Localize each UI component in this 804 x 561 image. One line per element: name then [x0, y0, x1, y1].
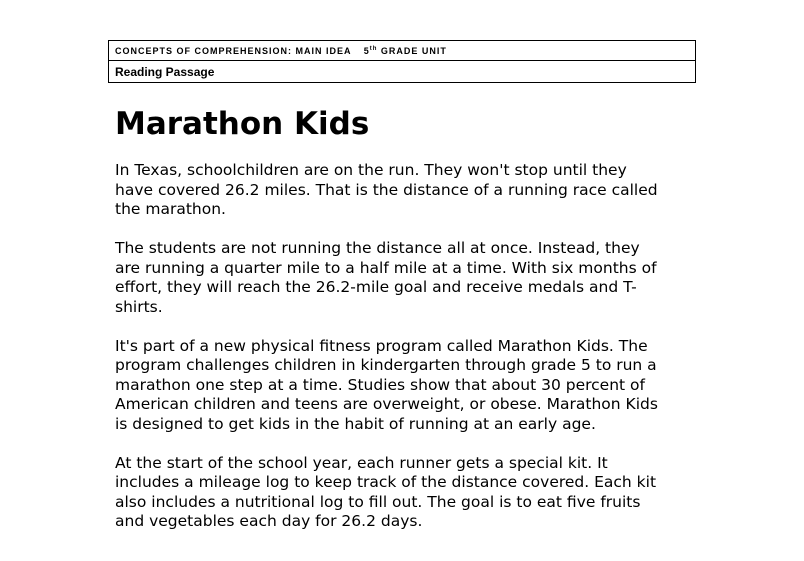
unit-header — [108, 40, 696, 83]
section-label: Reading Passage — [115, 65, 215, 79]
paragraph-line: American children and teens are overweight, or obese. Marathon Kids — [115, 395, 658, 413]
paragraph-4 — [115, 454, 695, 532]
paragraph-line: At the start of the school year, each runner gets a special kit. It — [115, 453, 608, 472]
paragraph-line: includes a mileage log to keep track of the distance covered. Each kit — [115, 473, 657, 491]
paragraph-1 — [115, 161, 695, 220]
paragraph-line: program challenges children in kindergarten through grade 5 to run a — [115, 356, 657, 374]
paragraph-3 — [115, 337, 695, 435]
paragraph-line: shirts. — [115, 297, 163, 316]
unit-prefix: CONCEPTS OF COMPREHENSION: MAIN IDEA — [115, 46, 352, 56]
paragraph-line: In Texas, schoolchildren are on the run. They won't stop until they — [115, 161, 627, 179]
paragraph-2 — [115, 239, 695, 317]
paragraph-line: and vegetables each day for 26.2 days. — [115, 512, 423, 530]
paragraph-line: It's part of a new physical fitness program called Marathon Kids. The — [115, 336, 648, 355]
paragraph-line: marathon one step at a time. Studies show that about 30 percent of — [115, 375, 645, 394]
grade-label — [364, 46, 378, 56]
paragraph-line: also includes a nutritional log to fill out. The goal is to eat five fruits — [115, 492, 641, 511]
reading-passage — [115, 161, 695, 551]
passage-title: Marathon Kids — [115, 106, 370, 142]
unit-title-row — [109, 41, 695, 61]
unit-suffix: GRADE UNIT — [380, 46, 447, 56]
paragraph-line: is designed to get kids in the habit of running at an early age. — [115, 414, 596, 433]
grade-number: 5 — [363, 46, 370, 56]
paragraph-line: The students are not running the distance all at once. Instead, they — [115, 239, 640, 257]
paragraph-line: the marathon. — [115, 200, 226, 218]
grade-ordinal: th — [369, 46, 378, 52]
paragraph-line: effort, they will reach the 26.2-mile goal and receive medals and T- — [115, 278, 637, 296]
paragraph-line: have covered 26.2 miles. That is the distance of a running race called — [115, 180, 658, 199]
paragraph-line: are running a quarter mile to a half mile at a time. With six months of — [115, 258, 657, 277]
